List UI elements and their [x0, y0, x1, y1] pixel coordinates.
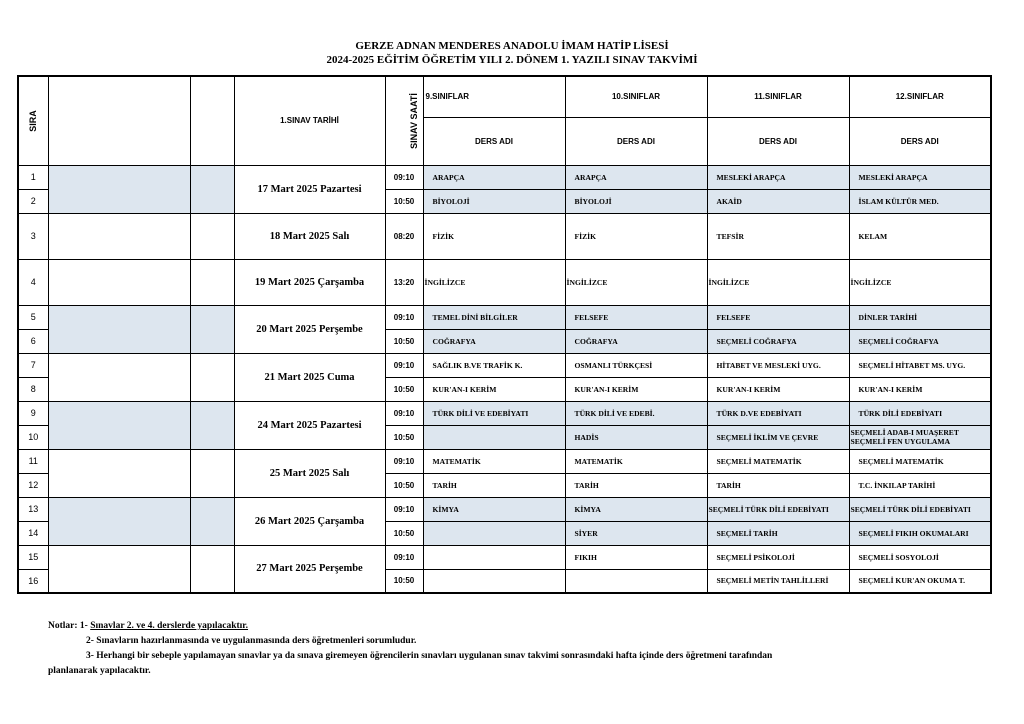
notes: [48, 619, 928, 679]
day-blank-cell: [48, 545, 190, 593]
lesson-cell: KUR'AN-I KERİM: [423, 377, 565, 401]
day-blank-cell: [190, 353, 234, 401]
row-number: 5: [18, 305, 48, 329]
lesson-cell: KİMYA: [423, 497, 565, 521]
lesson-cell: SEÇMELİ PSİKOLOJİ: [707, 545, 849, 569]
class-11-header: 11.SINIFLAR: [707, 76, 849, 117]
lesson-cell: SEÇMELİ COĞRAFYA: [849, 329, 991, 353]
lesson-cell: SEÇMELİ İKLİM VE ÇEVRE: [707, 425, 849, 449]
day-blank-cell: [190, 213, 234, 259]
lesson-header: DERS ADI: [707, 117, 849, 165]
lesson-cell: SEÇMELİ METİN TAHLİLLERİ: [707, 569, 849, 593]
lesson-cell: HİTABET VE MESLEKİ UYG.: [707, 353, 849, 377]
lesson-cell: KİMYA: [565, 497, 707, 521]
note-3: 3- Herhangi bir sebeple yapılamayan sınavlar ya da sınava giremeyen öğrencilerin sınavları uygulanan sınav takvimi sonrasındaki hafta içinde ders öğretmeni tarafından: [86, 651, 773, 661]
time-header: SINAV SAATİ: [385, 76, 423, 165]
school-title: GERZE ADNAN MENDERES ANADOLU İMAM HATİP LİSESİ: [355, 40, 669, 52]
lesson-cell: İNGİLİZCE: [565, 259, 707, 305]
row-number: 15: [18, 545, 48, 569]
lesson-cell: İNGİLİZCE: [707, 259, 849, 305]
exam-date: 19 Mart 2025 Çarşamba: [234, 259, 385, 305]
day-blank-cell: [190, 401, 234, 449]
row-number: 11: [18, 449, 48, 473]
row-number: 9: [18, 401, 48, 425]
lesson-header: DERS ADI: [423, 117, 565, 165]
table-row: [18, 259, 991, 305]
exam-schedule-table: [17, 75, 992, 594]
lesson-cell: TARİH: [423, 473, 565, 497]
exam-time: 10:50: [385, 329, 423, 353]
exam-time: 09:10: [385, 449, 423, 473]
table-row: [18, 497, 991, 521]
lesson-cell: TÜRK D.VE EDEBİYATI: [707, 401, 849, 425]
exam-date: 26 Mart 2025 Çarşamba: [234, 497, 385, 545]
class-10-header: 10.SINIFLAR: [565, 76, 707, 117]
day-blank-cell: [190, 165, 234, 213]
day-blank-cell: [48, 449, 190, 497]
exam-time: 09:10: [385, 353, 423, 377]
lesson-cell: TARİH: [707, 473, 849, 497]
lesson-cell: COĞRAFYA: [565, 329, 707, 353]
lesson-cell: ARAPÇA: [565, 165, 707, 189]
lesson-cell: T.C. İNKILAP TARİHİ: [849, 473, 991, 497]
exam-time: 10:50: [385, 521, 423, 545]
exam-time: 10:50: [385, 189, 423, 213]
row-number: 16: [18, 569, 48, 593]
exam-time: 10:50: [385, 473, 423, 497]
day-blank-cell: [190, 545, 234, 593]
lesson-cell: KUR'AN-I KERİM: [707, 377, 849, 401]
row-number: 3: [18, 213, 48, 259]
lesson-cell: HADİS: [565, 425, 707, 449]
lesson-cell: OSMANLI TÜRKÇESİ: [565, 353, 707, 377]
table-row: [18, 213, 991, 259]
table-row: [18, 449, 991, 473]
lesson-header: DERS ADI: [565, 117, 707, 165]
lesson-cell: İNGİLİZCE: [423, 259, 565, 305]
day-blank-cell: [48, 165, 190, 213]
day-blank-cell: [48, 401, 190, 449]
lesson-cell: BİYOLOJİ: [565, 189, 707, 213]
lesson-cell: İSLAM KÜLTÜR MED.: [849, 189, 991, 213]
lesson-header: DERS ADI: [849, 117, 991, 165]
lesson-cell: SAĞLIK B.VE TRAFİK K.: [423, 353, 565, 377]
row-number: 4: [18, 259, 48, 305]
lesson-cell: SİYER: [565, 521, 707, 545]
lesson-cell: COĞRAFYA: [423, 329, 565, 353]
exam-date: 21 Mart 2025 Cuma: [234, 353, 385, 401]
note-1: Notlar: 1- Sınavlar 2. ve 4. derslerde yapılacaktır.: [48, 621, 249, 631]
class-9-header: 9.SINIFLAR: [423, 76, 565, 117]
lesson-cell: MATEMATİK: [565, 449, 707, 473]
table-row: [18, 545, 991, 569]
lesson-cell: BİYOLOJİ: [423, 189, 565, 213]
exam-time: 10:50: [385, 377, 423, 401]
day-blank-cell: [190, 305, 234, 353]
lesson-cell: KUR'AN-I KERİM: [849, 377, 991, 401]
exam-time: 09:10: [385, 545, 423, 569]
lesson-cell: FİZİK: [423, 213, 565, 259]
note-3-continued: planlanarak yapılacaktır.: [48, 666, 151, 676]
header-row-1: [18, 76, 991, 117]
exam-time: 10:50: [385, 569, 423, 593]
lesson-cell: TEMEL DİNİ BİLGİLER: [423, 305, 565, 329]
class-12-header: 12.SINIFLAR: [849, 76, 991, 117]
day-blank-cell: [48, 259, 190, 305]
lesson-cell: MATEMATİK: [423, 449, 565, 473]
row-number: 13: [18, 497, 48, 521]
lesson-cell: [423, 545, 565, 569]
exam-time: 10:50: [385, 425, 423, 449]
lesson-cell: SEÇMELİ FIKIH OKUMALARI: [849, 521, 991, 545]
lesson-cell: DİNLER TARİHİ: [849, 305, 991, 329]
schedule-title: 2024-2025 EĞİTİM ÖĞRETİM YILI 2. DÖNEM 1. YAZILI SINAV TAKVİMİ: [326, 54, 698, 66]
lesson-cell: FIKIH: [565, 545, 707, 569]
lesson-cell: KELAM: [849, 213, 991, 259]
day-blank-cell: [190, 497, 234, 545]
note-2: 2- Sınavların hazırlanmasında ve uygulanmasında ders öğretmenleri sorumludur.: [86, 636, 417, 646]
lesson-cell: SEÇMELİ TÜRK DİLİ EDEBİYATI: [707, 497, 849, 521]
lesson-cell: TEFSİR: [707, 213, 849, 259]
lesson-cell: MESLEKİ ARAPÇA: [707, 165, 849, 189]
lesson-cell: SEÇMELİ KUR'AN OKUMA T.: [849, 569, 991, 593]
lesson-cell: FELSEFE: [565, 305, 707, 329]
table-row: [18, 401, 991, 425]
lesson-cell: SEÇMELİ MATEMATİK: [849, 449, 991, 473]
lesson-cell: ARAPÇA: [423, 165, 565, 189]
lesson-cell: SEÇMELİ TÜRK DİLİ EDEBİYATI: [849, 497, 991, 521]
lesson-cell: SEÇMELİ MATEMATİK: [707, 449, 849, 473]
exam-date: 17 Mart 2025 Pazartesi: [234, 165, 385, 213]
exam-time: 13:20: [385, 259, 423, 305]
lesson-cell: KUR'AN-I KERİM: [565, 377, 707, 401]
lesson-cell: FİZİK: [565, 213, 707, 259]
lesson-cell: İNGİLİZCE: [849, 259, 991, 305]
lesson-cell: [423, 425, 565, 449]
lesson-cell: [423, 521, 565, 545]
lesson-cell: SEÇMELİ ADAB-I MUAŞERET SEÇMELİ FEN UYGULAMA: [849, 425, 991, 449]
lesson-cell: TÜRK DİLİ EDEBİYATI: [849, 401, 991, 425]
lesson-cell: MESLEKİ ARAPÇA: [849, 165, 991, 189]
lesson-cell: SEÇMELİ COĞRAFYA: [707, 329, 849, 353]
row-number: 14: [18, 521, 48, 545]
exam-date: 20 Mart 2025 Perşembe: [234, 305, 385, 353]
exam-date: 25 Mart 2025 Salı: [234, 449, 385, 497]
day-blank-cell: [48, 305, 190, 353]
blank-header-a: [48, 76, 190, 165]
lesson-cell: TÜRK DİLİ VE EDEBİ.: [565, 401, 707, 425]
exam-time: 09:10: [385, 165, 423, 189]
lesson-cell: [565, 569, 707, 593]
day-blank-cell: [48, 213, 190, 259]
lesson-cell: FELSEFE: [707, 305, 849, 329]
row-number: 2: [18, 189, 48, 213]
sira-header: SIRA: [18, 76, 48, 165]
exam-time: 08:20: [385, 213, 423, 259]
lesson-cell: [423, 569, 565, 593]
day-blank-cell: [48, 497, 190, 545]
blank-header-b: [190, 76, 234, 165]
exam-date: 18 Mart 2025 Salı: [234, 213, 385, 259]
exam-date: 24 Mart 2025 Pazartesi: [234, 401, 385, 449]
lesson-cell: SEÇMELİ TARİH: [707, 521, 849, 545]
lesson-cell: SEÇMELİ SOSYOLOJİ: [849, 545, 991, 569]
row-number: 8: [18, 377, 48, 401]
date-header: 1.SINAV TARİHİ: [234, 76, 385, 165]
lesson-cell: TARİH: [565, 473, 707, 497]
day-blank-cell: [190, 449, 234, 497]
exam-date: 27 Mart 2025 Perşembe: [234, 545, 385, 593]
row-number: 12: [18, 473, 48, 497]
lesson-cell: SEÇMELİ HİTABET MS. UYG.: [849, 353, 991, 377]
table-row: [18, 353, 991, 377]
row-number: 7: [18, 353, 48, 377]
row-number: 6: [18, 329, 48, 353]
row-number: 1: [18, 165, 48, 189]
exam-time: 09:10: [385, 497, 423, 521]
exam-time: 09:10: [385, 401, 423, 425]
lesson-cell: AKAİD: [707, 189, 849, 213]
day-blank-cell: [190, 259, 234, 305]
table-row: [18, 305, 991, 329]
day-blank-cell: [48, 353, 190, 401]
table-row: [18, 165, 991, 189]
lesson-cell: TÜRK DİLİ VE EDEBİYATI: [423, 401, 565, 425]
row-number: 10: [18, 425, 48, 449]
exam-time: 09:10: [385, 305, 423, 329]
